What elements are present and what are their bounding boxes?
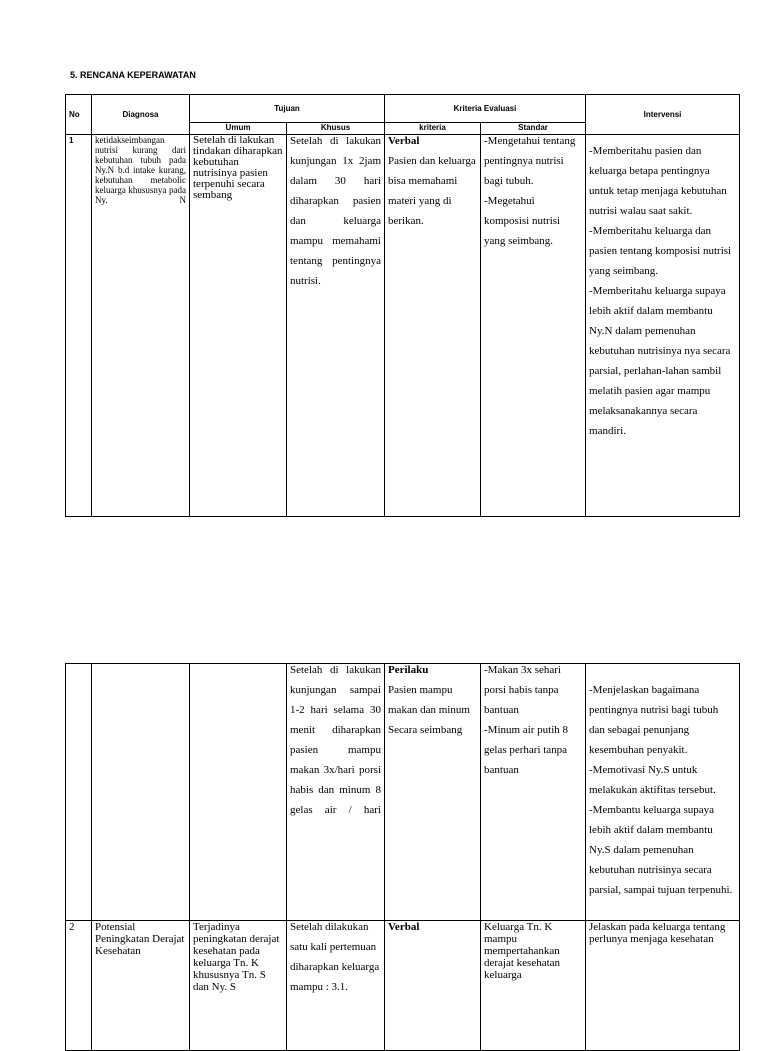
- tujuan-umum-cell: Setelah di lakukan tindakan diharapkan kebutuhan nutrisinya pasien terpenuhi secara sembang: [190, 135, 287, 517]
- row-number: 1: [66, 135, 92, 517]
- kriteria-text: Pasien dan keluarga bisa memahami materi yang di berikan.: [388, 155, 476, 227]
- header-standar: Standar: [481, 123, 586, 135]
- row-number: 2: [66, 921, 92, 1051]
- standar-cell: Keluarga Tn. K mampu mempertahankan derajat kesehatan keluarga: [481, 921, 586, 1051]
- standar-item: -Minum air putih 8 gelas perhari tanpa bantuan: [484, 724, 569, 776]
- standar-cell: [481, 135, 586, 517]
- intervensi-text: -Menjelaskan bagaimana pentingnya nutrisi bagi tubuh dan sebagai penunjang kesembuhan penyakit. -Memotivasi Ny.S untuk melakukan aktifitas tersebut. -Membantu keluarga supaya lebih aktif dalam membantu Ny.S dalam pemenuhan kebutuhan nutrisinya secara parsial, sampai tujuan terpenuhi.: [589, 684, 733, 896]
- kriteria-cell: [385, 664, 481, 921]
- intervensi-cell: [586, 664, 740, 921]
- tujuan-khusus-cell: [287, 135, 385, 517]
- header-diagnosa: Diagnosa: [92, 95, 190, 135]
- tujuan-umum-cell: Terjadinya peningkatan derajat kesehatan pada keluarga Tn. K khususnya Tn. S dan Ny. S: [190, 921, 287, 1051]
- standar-item: -Megetahui komposisi nutrisi yang seimbang.: [484, 195, 561, 247]
- kriteria-title: Verbal: [388, 921, 420, 933]
- kriteria-title: Verbal: [388, 135, 420, 147]
- header-khusus: Khusus: [287, 123, 385, 135]
- diagnosa-cell: Potensial Peningkatan Derajat Kesehatan: [92, 921, 190, 1051]
- care-plan-table-1: [65, 94, 740, 517]
- tujuan-khusus-cell: [287, 664, 385, 921]
- diagnosa-cell: ketidakseimbangan nutrisi kurang dari kebutuhan tubuh pada Ny.N b.d intake kurang, kebutuhan metabolic keluarga khususnya pada Ny. N: [92, 135, 190, 517]
- intervensi-cell: Jelaskan pada keluarga tentang perlunya menjaga kesehatan: [586, 921, 740, 1051]
- standar-cell: [481, 664, 586, 921]
- header-intervensi: Intervensi: [586, 95, 740, 135]
- diagnosa-cell-empty: [92, 664, 190, 921]
- intervensi-cell: -Memberitahu pasien dan keluarga betapa pentingnya untuk tetap menjaga kebutuhan nutrisi walau saat sakit. -Memberitahu keluarga dan pasien tentang komposisi nutrisi yang seimbang. -Memberitahu keluarga supaya lebih aktif dalam membantu Ny.N dalam pemenuhan kebutuhan nutrisinya nya secara parsial, perlahan-lahan sambil melatih pasien agar mampu melaksanakannya secara mandiri.: [586, 135, 740, 517]
- tujuan-umum-cell-empty: [190, 664, 287, 921]
- header-kriteria: kriteria: [385, 123, 481, 135]
- khusus-text: Setelah di lakukan kunjungan 1x 2jam dalam 30 hari diharapkan pasien dan keluarga mampu memahami tentang pentingnya nutrisi.: [290, 135, 381, 287]
- khusus-text: Setelah dilakukan satu kali pertemuan diharapkan keluarga mampu : 3.1.: [290, 921, 380, 993]
- kriteria-text: Pasien mampu makan dan minum: [388, 684, 470, 716]
- section-title: 5. RENCANA KEPERAWATAN: [70, 70, 196, 80]
- kriteria-cell: [385, 135, 481, 517]
- khusus-text: Setelah di lakukan kunjungan sampai 1-2 hari selama 30 menit diharapkan pasien mampu makan 3x/hari porsi habis dan minum 8 gelas air / hari: [290, 664, 381, 816]
- tujuan-khusus-cell: [287, 921, 385, 1051]
- standar-item: -Mengetahui tentang pentingnya nutrisi bagi tubuh.: [484, 135, 576, 187]
- kriteria-title: Perilaku: [388, 664, 429, 676]
- kriteria-text: Secara seimbang: [388, 724, 463, 736]
- row-number-empty: [66, 664, 92, 921]
- header-umum: Umum: [190, 123, 287, 135]
- care-plan-table-2: [65, 663, 740, 1051]
- kriteria-cell: [385, 921, 481, 1051]
- header-kriteria-evaluasi: Kriteria Evaluasi: [385, 95, 586, 123]
- header-no: No: [66, 95, 92, 135]
- standar-item: -Makan 3x sehari porsi habis tanpa bantuan: [484, 664, 561, 716]
- header-tujuan: Tujuan: [190, 95, 385, 123]
